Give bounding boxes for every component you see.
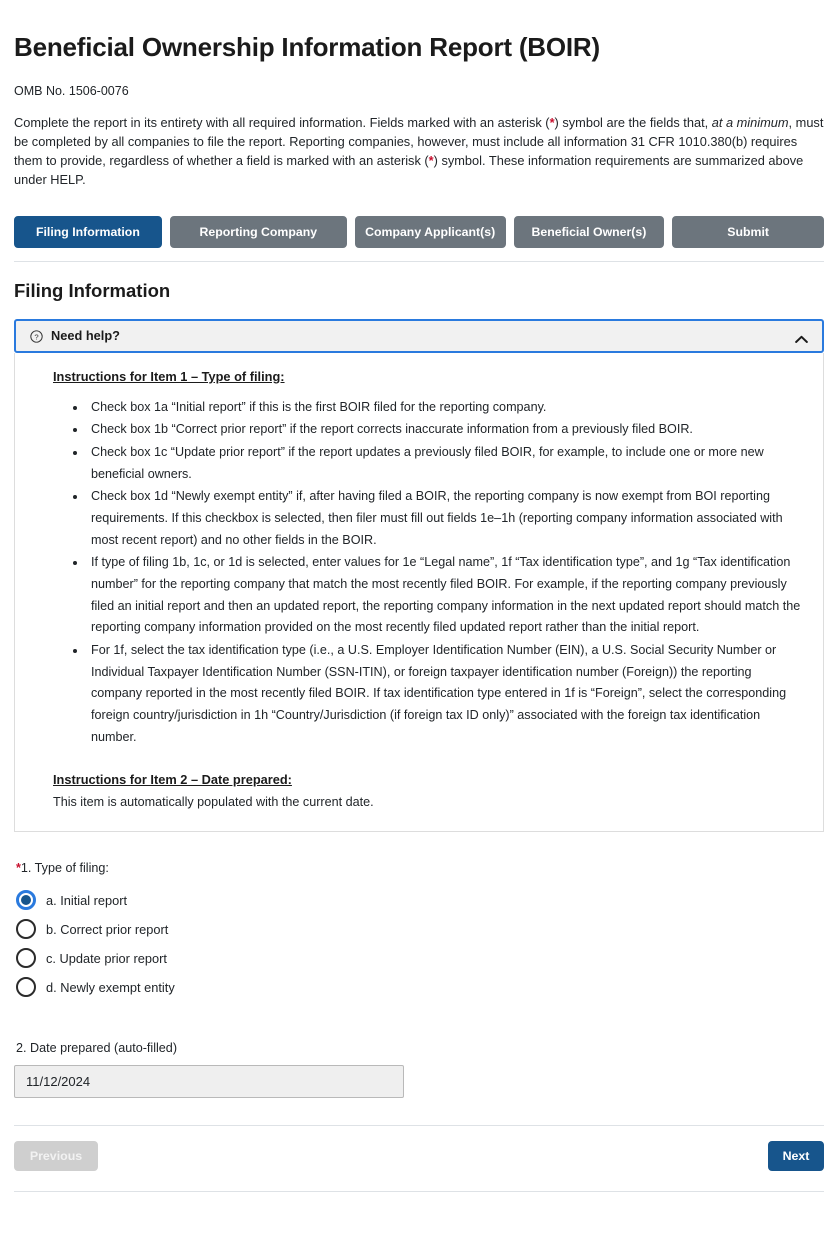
asterisk-mark-1: * <box>549 115 555 130</box>
list-item: • If type of filing 1b, 1c, or 1d is selected, enter values for 1e “Legal name”, 1f “Tax identification type”, and 1g “Tax identification number” for the reporting company that match the most recently filed BOIR. For example, if the reporting company previously filed an initial report and then an updated report, the reporting company information in the next updated report should match the reporting company information provided on the most recently filed updated report rather than the initial report. <box>87 552 801 639</box>
list-item: • For 1f, select the tax identification type (i.e., a U.S. Employer Identification Number (EIN), a U.S. Social Security Number or Individual Taxpayer Identification Number (SSN-ITIN), or foreign taxpayer identification number (Foreign)) the reporting company reported in the most recently filed BOIR. If tax identification type entered in 1f is “Foreign”, select the corresponding foreign country/jurisdiction in 1h “Country/Jurisdiction (if foreign tax ID only)” associated with the foreign tax identification number. <box>87 640 801 748</box>
footer-divider <box>14 1125 824 1126</box>
instructions-bullet-list <box>37 397 801 749</box>
radio-label-update-prior-report: c. Update prior report <box>46 950 167 966</box>
required-asterisk: * <box>16 860 21 875</box>
tab-filing-information[interactable]: Filing Information <box>14 216 162 248</box>
radio-button-update-prior-report[interactable] <box>16 948 36 968</box>
radio-label-initial-report: a. Initial report <box>46 892 128 908</box>
filing-type-label-text: 1. Type of filing: <box>20 860 109 875</box>
radio-option-correct-prior-report[interactable] <box>16 915 824 944</box>
tab-company-applicants[interactable]: Company Applicant(s) <box>355 216 506 248</box>
need-help-accordion <box>14 319 824 832</box>
asterisk-mark-2: * <box>428 152 434 168</box>
radio-option-initial-report[interactable] <box>16 886 824 915</box>
instructions-heading-item2: Instructions for Item 2 – Date prepared: <box>53 772 292 788</box>
tab-beneficial-owners[interactable]: Beneficial Owner(s) <box>514 216 665 248</box>
need-help-header-left <box>30 328 120 343</box>
radio-label-newly-exempt-entity: d. Newly exempt entity <box>46 979 175 995</box>
radio-button-newly-exempt-entity[interactable] <box>16 977 36 997</box>
instructions-text-item2: This item is automatically populated with the current date. <box>53 795 374 810</box>
list-item: • Check box 1d “Newly exempt entity” if, after having filed a BOIR, the reporting company is now exempt from BOI reporting requirements. If this checkbox is selected, then filer must fill out fields 1e–1h (reporting company information associated with most recent report) and no other fields in the BOIR. <box>87 486 801 551</box>
chevron-up-icon[interactable] <box>795 331 808 340</box>
tab-submit[interactable]: Submit <box>672 216 824 248</box>
list-item: • Check box 1a “Initial report” if this is the first BOIR filed for the reporting company. <box>87 397 801 419</box>
next-button[interactable]: Next <box>768 1141 824 1171</box>
intro-paragraph <box>14 114 824 190</box>
radio-option-update-prior-report[interactable] <box>16 944 824 973</box>
svg-text:?: ? <box>34 332 39 342</box>
radio-label-correct-prior-report: b. Correct prior report <box>46 921 169 937</box>
intro-text-3: , must be completed by all companies to file the report. Reporting companies, however, must include all information 31 CFR 1010.380(b) requires them to provide, regardless of whether a field is marked with an asterisk ( <box>14 115 824 168</box>
intro-text-1: Complete the report in its entirety with all required information. Fields marked with an asterisk ( <box>14 115 550 130</box>
need-help-accordion-body <box>14 353 824 832</box>
wizard-footer <box>14 1141 824 1171</box>
need-help-accordion-header[interactable] <box>14 319 824 353</box>
question-circle-icon <box>30 330 43 343</box>
tab-divider <box>14 261 824 262</box>
section-title: Filing Information <box>14 279 171 301</box>
list-item: • Check box 1c “Update prior report” if the report updates a previously filed BOIR, for example, to include one or more new beneficial owners. <box>87 442 801 485</box>
boir-form-page <box>0 32 838 1192</box>
wizard-tab-bar <box>14 216 824 248</box>
list-item: • Check box 1b “Correct prior report” if the report corrects inaccurate information from a previously filed BOIR. <box>87 419 801 441</box>
filing-type-radio-group <box>14 886 824 1002</box>
page-title: Beneficial Ownership Information Report (BOIR) <box>14 32 600 62</box>
intro-text-2: ) symbol are the fields that, <box>554 115 712 130</box>
instructions-heading-item1: Instructions for Item 1 – Type of filing: <box>53 368 285 384</box>
radio-button-correct-prior-report[interactable] <box>16 919 36 939</box>
date-prepared-input[interactable]: 11/12/2024 <box>14 1065 404 1098</box>
filing-type-label <box>16 861 824 875</box>
bottom-divider <box>14 1191 824 1192</box>
tab-reporting-company[interactable]: Reporting Company <box>170 216 347 248</box>
omb-number: OMB No. 1506-0076 <box>14 84 129 98</box>
intro-text-4: ) symbol. These information requirements are summarized above under HELP. <box>14 152 804 187</box>
date-prepared-label: 2. Date prepared (auto-filled) <box>16 1040 178 1055</box>
intro-emphasis: at a minimum <box>711 115 789 130</box>
radio-option-newly-exempt-entity[interactable] <box>16 973 824 1002</box>
radio-button-initial-report[interactable] <box>16 890 36 910</box>
previous-button[interactable]: Previous <box>14 1141 98 1171</box>
need-help-label: Need help? <box>51 328 120 344</box>
